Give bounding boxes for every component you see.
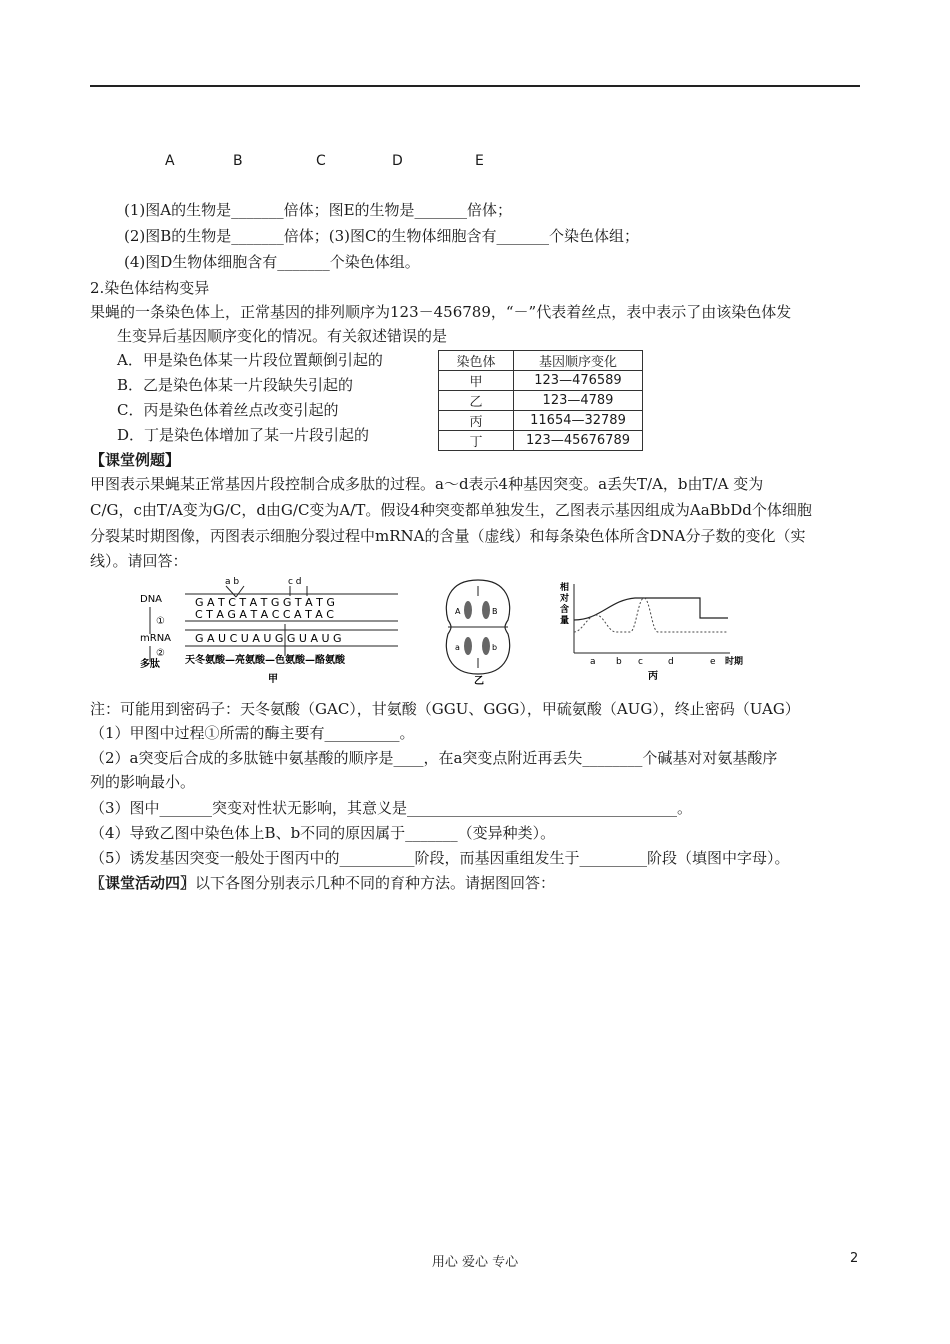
codon-note: 注：可能用到密码子：天冬氨酸（GAC），甘氨酸（GGU、GGG），甲硫氨酸（AUG），终止密码（UAG）: [90, 700, 800, 718]
figure-jia-caption: 甲: [268, 674, 278, 685]
tick-label: e: [710, 657, 716, 667]
mutation-cd-label: c d: [288, 577, 302, 587]
dna-top-strand: G A T C T A T G G T A T G: [195, 596, 335, 609]
table-cell-chromosome: 丙: [439, 411, 514, 431]
allele-label: B: [492, 607, 498, 616]
mutation-ab-label: a b: [225, 577, 240, 587]
option-d: D．丁是染色体增加了某一片段引起的: [117, 426, 370, 444]
question-3: （3）图中_______突变对性状无影响，其意义是____________________________________。: [90, 799, 693, 817]
xlabel: 时期: [725, 657, 744, 667]
table-header-chromosome: 染色体: [439, 351, 514, 371]
question-1: （1）甲图中过程①所需的酶主要有__________。: [90, 724, 415, 742]
table-cell-chromosome: 乙: [439, 391, 514, 411]
table-cell-sequence: 11654—32789: [514, 411, 643, 431]
example-paragraph-2: C/G，c由T/A变为G/C，d由G/C变为A/T。假设4种突变都单独发生，乙图表示基因组成为AaBbDd个体细胞: [90, 501, 812, 519]
allele-label: A: [455, 607, 461, 616]
tick-label: a: [590, 657, 596, 667]
table-row: [439, 391, 643, 411]
section2-title: 2.染色体结构变异: [90, 279, 210, 297]
header-rule: [90, 85, 860, 87]
ylabel-char: 对: [560, 594, 570, 604]
activity4-text: 以下各图分别表示几种不同的育种方法。请据图回答：: [195, 874, 556, 892]
question-2: （2）a突变后合成的多肽链中氨基酸的顺序是____，在a突变点附近再丢失________个碱基对对氨基酸序: [90, 749, 778, 767]
figure-label-d: D: [392, 153, 403, 169]
figure-jia: [140, 574, 410, 686]
allele-label: b: [492, 643, 498, 652]
table-header-row: [439, 351, 643, 371]
table-cell-sequence: 123—476589: [514, 371, 643, 391]
example-paragraph-1: 甲图表示果蝇某正常基因片段控制合成多肽的过程。a～d表示4种基因突变。a丢失T/A，b由T/A 变为: [90, 475, 764, 493]
table-cell-chromosome: 甲: [439, 371, 514, 391]
section2-stem-1: 果蝇的一条染色体上，正常基因的排列顺序为123－456789，“－”代表着丝点，表中表示了由该染色体发: [90, 303, 792, 321]
activity4-title: 〖课堂活动四〗: [90, 874, 196, 892]
question-5: （5）诱发基因突变一般处于图丙中的__________阶段，而基因重组发生于_________阶段（填图中字母）。: [90, 849, 790, 867]
figure-bing: [560, 580, 760, 688]
option-b: B．乙是染色体某一片段缺失引起的: [117, 376, 354, 394]
figure-label-e: E: [475, 153, 484, 169]
ylabel-char: 量: [560, 616, 570, 626]
option-c: C．丙是染色体着丝点改变引起的: [117, 401, 339, 419]
table-row: [439, 411, 643, 431]
table-cell-chromosome: 丁: [439, 431, 514, 451]
figure-yi: [438, 578, 518, 686]
question-2-cont: 列的影响最小。: [90, 773, 196, 791]
q1-line1: (1)图A的生物是_______倍体；图E的生物是_______倍体；: [124, 201, 513, 219]
chromosome: [482, 601, 490, 619]
dna-label: DNA: [140, 594, 163, 605]
table-cell-sequence: 123—45676789: [514, 431, 643, 451]
mrna-content-line: [574, 598, 728, 632]
table-header-sequence: 基因顺序变化: [514, 351, 643, 371]
option-a: A．甲是染色体某一片段位置颠倒引起的: [117, 351, 383, 369]
question-4: （4）导致乙图中染色体上B、b不同的原因属于_______（变异种类）。: [90, 824, 556, 842]
ylabel-char: 含: [560, 605, 570, 615]
step1-label: ①: [156, 616, 165, 627]
figure-bing-caption: 丙: [648, 671, 658, 682]
example-paragraph-3: 分裂某时期图像，丙图表示细胞分裂过程中mRNA的含量（虚线）和每条染色体所含DNA分子数的变化（实: [90, 527, 806, 545]
table-row: [439, 371, 643, 391]
tick-label: d: [668, 657, 674, 667]
tick-label: b: [616, 657, 622, 667]
footer-text: 用心 爱心 专心: [431, 1255, 519, 1270]
step2-label: ②: [156, 648, 165, 659]
ylabel-char: 相: [560, 583, 570, 593]
page-number: 2: [850, 1251, 859, 1266]
example-paragraph-4: 线）。请回答：: [90, 552, 188, 570]
chromosome: [464, 637, 472, 655]
q1-line2: (2)图B的生物是_______倍体；(3)图C的生物体细胞含有_______个染色体组；: [124, 227, 639, 245]
figure-label-a: A: [165, 153, 175, 169]
section2-stem-2: 生变异后基因顺序变化的情况。有关叙述错误的是: [117, 327, 448, 345]
peptide-sequence: 天冬氨酸—亮氨酸—色氨酸—酪氨酸: [185, 655, 345, 666]
q1-line3: (4)图D生物体细胞含有_______个染色体组。: [124, 253, 420, 271]
peptide-label: 多肽: [140, 659, 160, 670]
mrna-sequence: G A U C U A U G G U A U G: [195, 632, 342, 645]
activity4-line: [90, 873, 555, 893]
mrna-label: mRNA: [140, 633, 172, 644]
example-title: 【课堂例题】: [90, 451, 181, 469]
figure-label-c: C: [316, 153, 326, 169]
figure-label-b: B: [233, 153, 243, 169]
dna-bottom-strand: C T A G A T A C C A T A C: [195, 608, 334, 621]
tick-label: c: [638, 657, 643, 667]
dna-per-chromosome-line: [574, 598, 728, 620]
table-cell-sequence: 123—4789: [514, 391, 643, 411]
chromosome: [482, 637, 490, 655]
table-row: [439, 431, 643, 451]
chromosome: [464, 601, 472, 619]
allele-label: a: [455, 643, 460, 652]
figure-yi-caption: 乙: [474, 676, 484, 686]
gene-order-table: [438, 350, 643, 451]
